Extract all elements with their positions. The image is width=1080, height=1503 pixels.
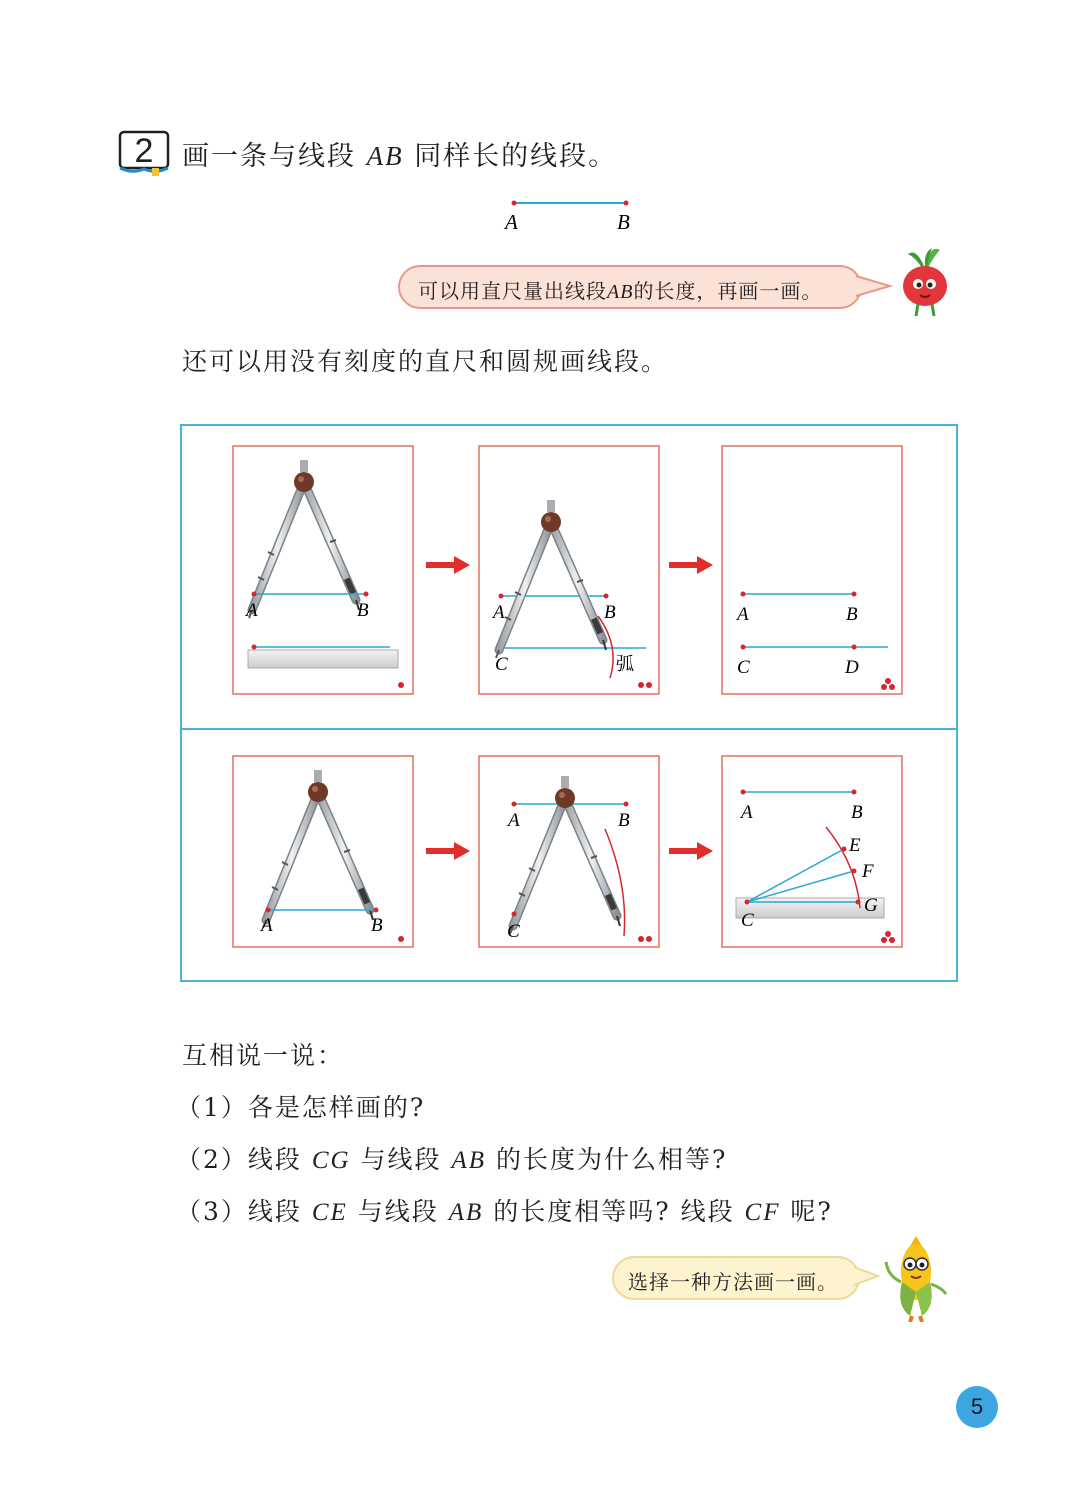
discussion-item-2: （2）线段 CG 与线段 AB 的长度为什么相等? bbox=[176, 1145, 728, 1174]
r1p3-label-b: B bbox=[846, 604, 858, 625]
row2-panel-3 bbox=[722, 756, 902, 947]
row2-panel-1 bbox=[233, 756, 413, 947]
row2-panel-2 bbox=[479, 756, 659, 947]
radish-hint-bubble bbox=[398, 265, 862, 309]
r1p2-label-a: A bbox=[493, 602, 505, 623]
corn-hint-bubble bbox=[612, 1256, 860, 1300]
page-number: 5 bbox=[956, 1386, 998, 1428]
r2p3-label-a: A bbox=[741, 802, 753, 823]
r2p3-label-f: F bbox=[862, 861, 874, 882]
bubble-tail bbox=[854, 274, 894, 298]
r1p3-label-d: D bbox=[845, 657, 859, 678]
question-title bbox=[182, 134, 617, 173]
corn-bubble-tail bbox=[852, 1265, 882, 1287]
r2p1-label-a: A bbox=[261, 915, 273, 936]
radish-mascot-icon bbox=[894, 244, 956, 320]
row1-panel-2 bbox=[479, 446, 659, 694]
question-number: 2 bbox=[134, 132, 154, 170]
r2p2-label-b: B bbox=[618, 810, 630, 831]
r1p3-label-c: C bbox=[737, 657, 750, 678]
corn-mascot-icon bbox=[880, 1232, 952, 1322]
r2p3-label-b: B bbox=[851, 802, 863, 823]
ruler bbox=[248, 650, 398, 668]
point-a bbox=[512, 201, 517, 206]
segment-ab-figure bbox=[500, 195, 640, 240]
arc-label: 弧 bbox=[616, 654, 634, 674]
r2p1-label-b: B bbox=[371, 915, 383, 936]
r1p2-label-b: B bbox=[604, 602, 616, 623]
compass-illustration bbox=[180, 424, 960, 984]
r2p3-label-e: E bbox=[849, 835, 861, 856]
point-b bbox=[624, 201, 629, 206]
r2p2-label-a: A bbox=[508, 810, 520, 831]
discussion-item-3: （3）线段 CE 与线段 AB 的长度相等吗? 线段 CF 呢? bbox=[176, 1197, 833, 1226]
step-dot bbox=[398, 682, 404, 688]
r1p2-label-c: C bbox=[495, 654, 508, 675]
r2p3-label-c: C bbox=[741, 910, 754, 931]
row1-panel-1 bbox=[233, 446, 413, 694]
r1p1-label-a: A bbox=[246, 600, 258, 621]
r1p1-label-b: B bbox=[357, 600, 369, 621]
title-text-1: 画一条与线段 bbox=[182, 141, 356, 172]
r1p3-label-a: A bbox=[737, 604, 749, 625]
label-a: A bbox=[505, 210, 518, 234]
r2p2-label-c: C bbox=[507, 921, 520, 942]
corn-hint-text: 选择一种方法画一画。 bbox=[628, 1270, 838, 1294]
question-number-badge bbox=[118, 130, 170, 172]
discussion-heading: 互相说一说： bbox=[182, 1041, 345, 1070]
r2p3-label-g: G bbox=[864, 895, 878, 916]
discussion-item-1: （1）各是怎样画的? bbox=[176, 1093, 426, 1122]
radish-hint-text: 可以用直尺量出线段AB的长度，再画一画。 bbox=[418, 279, 823, 303]
title-text-2: 同样长的线段。 bbox=[414, 141, 618, 172]
title-segment: AB bbox=[366, 141, 404, 171]
label-b: B bbox=[617, 210, 630, 234]
row1-panel-3 bbox=[722, 446, 902, 694]
method-subtitle: 还可以用没有刻度的直尺和圆规画线段。 bbox=[182, 347, 669, 376]
